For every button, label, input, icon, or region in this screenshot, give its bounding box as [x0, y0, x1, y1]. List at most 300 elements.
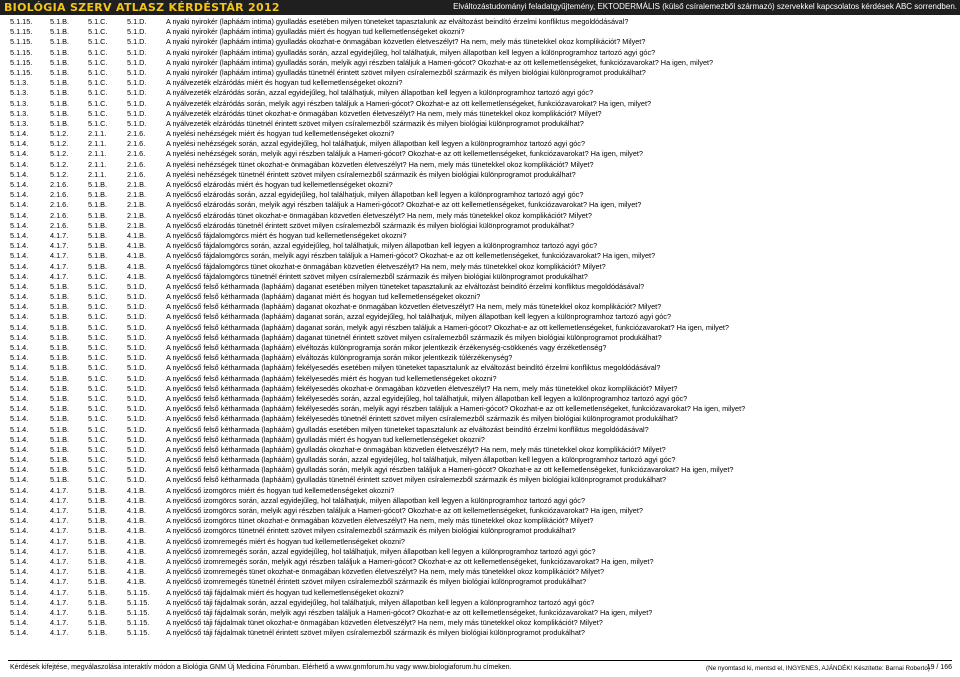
section-code: 5.1.4. [10, 230, 29, 240]
question-row [0, 211, 960, 221]
section-code: 5.1.4. [10, 536, 29, 546]
ref-code-c: 5.1.C. [88, 424, 108, 434]
ref-code-c: 5.1.B. [88, 567, 108, 577]
ref-code-c: 2.1.1. [88, 159, 107, 169]
question-text: A nyelőcső felső kétharmada (lapháám) daganat során, azzal egyidejűleg, hol találhatjuk, milyen állapotban kell legyen a különprogramhoz tartozó agyi góc? [166, 312, 672, 322]
section-code: 5.1.15. [10, 27, 33, 37]
ref-code-b: 2.1.6. [50, 190, 69, 200]
question-row [0, 384, 960, 394]
ref-code-c: 2.1.1. [88, 139, 107, 149]
section-code: 5.1.4. [10, 546, 29, 556]
section-code: 5.1.4. [10, 434, 29, 444]
ref-code-b: 5.1.B. [50, 67, 70, 77]
question-row [0, 465, 960, 475]
question-row [0, 394, 960, 404]
section-code: 5.1.4. [10, 169, 29, 179]
question-row [0, 282, 960, 292]
ref-code-d: 5.1.D. [127, 424, 147, 434]
ref-code-b: 4.1.7. [50, 251, 69, 261]
section-code: 5.1.4. [10, 393, 29, 403]
ref-code-b: 4.1.7. [50, 546, 69, 556]
ref-code-b: 5.1.B. [50, 108, 70, 118]
question-row [0, 58, 960, 68]
question-row [0, 445, 960, 455]
section-code: 5.1.4. [10, 556, 29, 566]
question-text: A nyelőcső izomgörcs során, melyik agyi részben találjuk a Hameri-gócot? Okozhat-e az ott kellemetlenségeket, funkciózavarokat? Ha igen, milyet? [166, 506, 643, 515]
ref-code-b: 4.1.7. [50, 241, 69, 251]
question-text: A nyelőcső fájdalomgörcs során, melyik agyi részben találjuk a Hameri-gócot? Okozhat-e az ott kellemetlenségeket, funkciózavarokat? Ha igen, milyet? [166, 251, 656, 261]
page-number: 19 / 166 [926, 664, 952, 671]
section-code: 5.1.4. [10, 577, 29, 587]
ref-code-d: 4.1.B. [127, 261, 147, 271]
question-text: A nyelési nehézségek során, melyik agyi részben találjuk a Hameri-gócot? Okozhat-e az ott kellemetlenségeket, funkciózavarokat? Ha igen, milyet? [166, 149, 643, 159]
ref-code-c: 5.1.C. [88, 27, 108, 37]
section-code: 5.1.3. [10, 78, 29, 88]
ref-code-d: 4.1.B. [127, 506, 147, 515]
ref-code-d: 5.1.15. [127, 597, 150, 607]
ref-code-c: 5.1.C. [88, 108, 108, 118]
section-code: 5.1.4. [10, 220, 29, 230]
ref-code-b: 2.1.6. [50, 210, 69, 220]
section-code: 5.1.4. [10, 139, 29, 149]
ref-code-b: 5.1.B. [50, 414, 70, 424]
ref-code-b: 2.1.6. [50, 220, 69, 230]
ref-code-c: 5.1.C. [88, 37, 108, 47]
question-row [0, 435, 960, 445]
question-text: A nyelőcső izomremegés során, azzal egyidejűleg, hol találhatjuk, milyen állapotban kell legyen a különprogramhoz tartozó agyi góc? [166, 546, 596, 556]
document-title: BIOLÓGIA SZERV ATLASZ KÉRDÉSTÁR 2012 [4, 1, 280, 14]
ref-code-c: 5.1.C. [88, 271, 108, 281]
ref-code-b: 2.1.6. [50, 180, 69, 189]
ref-code-c: 5.1.C. [88, 434, 108, 444]
ref-code-d: 5.1.D. [127, 98, 147, 108]
ref-code-d: 2.1.6. [127, 159, 146, 169]
question-row [0, 506, 960, 516]
ref-code-b: 5.1.B. [50, 424, 70, 434]
ref-code-c: 5.1.B. [88, 526, 108, 536]
ref-code-d: 5.1.D. [127, 434, 147, 444]
section-code: 5.1.4. [10, 200, 29, 210]
question-row [0, 363, 960, 373]
section-code: 5.1.4. [10, 363, 29, 373]
ref-code-c: 5.1.B. [88, 230, 108, 240]
ref-code-b: 4.1.7. [50, 485, 69, 495]
ref-code-b: 4.1.7. [50, 271, 69, 281]
question-text: A nyelőcső felső kétharmada (lapháám) daganat miért és hogyan tud kellemetlenségeket okozni? [166, 292, 481, 302]
ref-code-b: 5.1.2. [50, 169, 69, 179]
question-row [0, 78, 960, 88]
section-code: 5.1.4. [10, 597, 29, 607]
ref-code-d: 4.1.B. [127, 251, 147, 261]
question-row [0, 312, 960, 322]
ref-code-c: 5.1.C. [88, 292, 108, 302]
question-row [0, 241, 960, 251]
question-row [0, 17, 960, 27]
ref-code-d: 5.1.D. [127, 404, 147, 414]
ref-code-c: 5.1.B. [88, 618, 108, 628]
question-row [0, 200, 960, 210]
question-text: A nyelőcső felső kétharmada (lapháám) gyulladás tünetnél érintett szövet milyen csíralemezből származik és milyen biológiai különprogramot produkálhat? [166, 475, 667, 485]
section-code: 5.1.4. [10, 129, 29, 139]
ref-code-d: 5.1.15. [127, 607, 150, 617]
ref-code-c: 5.1.B. [88, 506, 108, 515]
question-text: A nyelőcső táji fájdalmak miért és hogyan tud kellemetlenségeket okozni? [166, 587, 404, 597]
question-text: A nyelőcső felső kétharmada (lapháám) fekélyesedés esetében milyen tüneteket tapasztalunk az elváltozást beindító érzelmi konfliktus megoldódásával? [166, 363, 661, 373]
question-row [0, 109, 960, 119]
question-text: A nyelőcső felső kétharmada (lapháám) fekélyesedés tünetnél érintett szövet milyen csíralemezből származik és milyen biológiai különprogramot produkálhat? [166, 414, 678, 424]
ref-code-b: 4.1.7. [50, 597, 69, 607]
question-text: A nyelőcső felső kétharmada (lapháám) elvéltozás különprogramja során mikor jelentkezik érzékenység-csökkenés vagy érzéketlenség? [166, 343, 607, 352]
ref-code-b: 5.1.B. [50, 455, 70, 465]
section-code: 5.1.3. [10, 98, 29, 108]
ref-code-d: 2.1.6. [127, 139, 146, 149]
question-row [0, 160, 960, 170]
ref-code-d: 5.1.D. [127, 88, 147, 98]
question-text: A nyelőcső felső kétharmada (lapháám) gyulladás miért és hogyan tud kellemetlenségeket okozni? [166, 434, 485, 444]
ref-code-d: 2.1.6. [127, 129, 146, 139]
question-row [0, 618, 960, 628]
question-row [0, 48, 960, 58]
question-row [0, 516, 960, 526]
question-text: A nyelőcső izomremegés tünet okozhat-e önmagában közvetlen életveszélyt? Ha nem, mely más tünetekkel okoz komplikációt? Milyet? [166, 567, 605, 577]
ref-code-b: 5.1.B. [50, 312, 70, 322]
ref-code-d: 5.1.D. [127, 414, 147, 424]
ref-code-c: 5.1.C. [88, 118, 108, 128]
question-row [0, 37, 960, 47]
question-text: A nyelőcső fájdalomgörcs során, azzal egyidejűleg, hol találhatjuk, milyen állapotban kell legyen a különprogramhoz tartozó agyi góc? [166, 241, 598, 251]
ref-code-b: 4.1.7. [50, 526, 69, 536]
ref-code-d: 5.1.D. [127, 67, 147, 77]
section-code: 5.1.4. [10, 485, 29, 495]
page-header [0, 0, 960, 15]
ref-code-b: 5.1.B. [50, 47, 70, 57]
ref-code-c: 5.1.C. [88, 98, 108, 108]
section-code: 5.1.4. [10, 251, 29, 261]
ref-code-c: 5.1.C. [88, 302, 108, 312]
ref-code-b: 4.1.7. [50, 628, 69, 638]
ref-code-c: 2.1.1. [88, 169, 107, 179]
ref-code-b: 5.1.B. [50, 475, 70, 485]
ref-code-d: 5.1.D. [127, 118, 147, 128]
section-code: 5.1.4. [10, 444, 29, 454]
ref-code-c: 5.1.C. [88, 343, 108, 352]
ref-code-d: 4.1.B. [127, 516, 147, 526]
ref-code-d: 4.1.B. [127, 495, 147, 505]
ref-code-c: 5.1.B. [88, 628, 108, 638]
ref-code-c: 5.1.B. [88, 587, 108, 597]
question-text: A nyelőcső felső kétharmada (lapháám) daganat tünetnél érintett szövet milyen csíralemezből származik és milyen biológiai különprogramot produkálhat? [166, 332, 662, 342]
ref-code-c: 5.1.C. [88, 312, 108, 322]
question-row [0, 496, 960, 506]
question-row [0, 374, 960, 384]
ref-code-b: 5.1.2. [50, 159, 69, 169]
section-code: 5.1.4. [10, 495, 29, 505]
question-row [0, 88, 960, 98]
ref-code-c: 5.1.C. [88, 281, 108, 291]
section-code: 5.1.15. [10, 47, 33, 57]
question-text: A nyelőcső felső kétharmada (lapháám) gyulladás esetében milyen tüneteket tapasztalunk az elváltozást beindító érzelmi konfliktus megoldódásával? [166, 424, 649, 434]
section-code: 5.1.4. [10, 618, 29, 628]
ref-code-b: 5.1.B. [50, 98, 70, 108]
question-text: A nyelőcső felső kétharmada (lapháám) elváltozás különprogramja során mikor jelentkezik túlérzékenység? [166, 353, 513, 363]
ref-code-d: 4.1.B. [127, 536, 147, 546]
ref-code-b: 5.1.B. [50, 281, 70, 291]
ref-code-d: 5.1.D. [127, 455, 147, 465]
question-row [0, 333, 960, 343]
ref-code-d: 5.1.D. [127, 312, 147, 322]
ref-code-b: 5.1.2. [50, 129, 69, 139]
section-code: 5.1.4. [10, 241, 29, 251]
question-row [0, 139, 960, 149]
question-text: A nyaki nyirokér (lapháám intima) gyulladás esetében milyen tüneteket tapasztalunk az elváltozást beindító érzelmi konfliktus megoldódásával? [166, 17, 629, 26]
question-text: A nyálvezeték elzáródás miért és hogyan tud kellemetlenségeket okozni? [166, 78, 403, 88]
ref-code-c: 5.1.B. [88, 200, 108, 210]
question-row [0, 272, 960, 282]
document-subtitle: Elváltozástudományi feladatgyűjtemény, EKTODERMÁLIS (külső csíralemezből származó) szervekkel kapcsolatos kérdések ABC sorrendben. [453, 2, 957, 11]
question-text: A nyelőcső izomremegés tünetnél érintett szövet milyen csíralemezből származik és milyen biológiai különprogramot produkálhat? [166, 577, 587, 587]
question-text: A nyaki nyirokér (lapháám intima) gyulladás miért és hogyan tud kellemetlenségeket okozni? [166, 27, 465, 37]
ref-code-c: 5.1.B. [88, 210, 108, 220]
ref-code-c: 5.1.C. [88, 353, 108, 363]
question-text: A nyelési nehézségek során, azzal egyidejűleg, hol találhatjuk, milyen állapotban kell legyen a különprogramhoz tartozó agyi góc? [166, 139, 586, 149]
question-text: A nyaki nyirokér (lapháám intima) gyulladás során, azzal egyidejűleg, hol találhatjuk, milyen állapotban kell legyen a különprogramhoz tartozó agyi góc? [166, 47, 656, 57]
question-row [0, 190, 960, 200]
question-row [0, 251, 960, 261]
question-row [0, 99, 960, 109]
section-code: 5.1.3. [10, 108, 29, 118]
ref-code-b: 5.1.B. [50, 118, 70, 128]
ref-code-b: 5.1.B. [50, 88, 70, 98]
question-row [0, 343, 960, 353]
section-code: 5.1.4. [10, 465, 29, 475]
ref-code-d: 2.1.B. [127, 180, 147, 189]
section-code: 5.1.4. [10, 302, 29, 312]
ref-code-d: 5.1.D. [127, 302, 147, 312]
footer-forum-note: Kérdések kifejtése, megválaszolása interaktív módon a Biológia GNM Új Medicina Fórumban. Elérhető a www.gnmforum.hu vagy www.biologiaforum.hu címeken. [10, 664, 512, 671]
ref-code-c: 5.1.C. [88, 332, 108, 342]
ref-code-c: 5.1.C. [88, 475, 108, 485]
ref-code-d: 5.1.D. [127, 383, 147, 393]
ref-code-c: 5.1.C. [88, 88, 108, 98]
question-text: A nyelési nehézségek tünetnél érintett szövet milyen csíralemezből származik és milyen biológiai különprogramot produkálhat? [166, 169, 576, 179]
question-text: A nyelőcső elzárodás tünetnél érintett szövet milyen csíralemezből származik és milyen biológiai különprogramot produkálhat? [166, 220, 575, 230]
question-text: A nyelőcső felső kétharmada (lapháám) gyulladás során, azzal egyidejűleg, hol találhatjuk, milyen állapotban kell legyen a különprogramhoz tartozó agyi góc? [166, 455, 676, 465]
question-text: A nyelőcső elzárodás során, azzal egyidejűleg, hol találhatjuk, milyen állapotban kell legyen a különprogramhoz tartozó agyi góc? [166, 190, 584, 200]
ref-code-c: 5.1.C. [88, 465, 108, 475]
section-code: 5.1.3. [10, 88, 29, 98]
section-code: 5.1.4. [10, 271, 29, 281]
ref-code-b: 5.1.B. [50, 27, 70, 37]
ref-code-c: 5.1.B. [88, 251, 108, 261]
question-text: A nyelőcső izomgörcs során, azzal egyidejűleg, hol találhatjuk, milyen állapotban kell legyen a különprogramhoz tartozó agyi góc? [166, 495, 586, 505]
question-text: A nyelőcső izomremegés miért és hogyan tud kellemetlenségeket okozni? [166, 536, 405, 546]
ref-code-d: 4.1.B. [127, 271, 147, 281]
section-code: 5.1.4. [10, 332, 29, 342]
ref-code-b: 5.1.B. [50, 383, 70, 393]
ref-code-c: 5.1.B. [88, 577, 108, 587]
section-code: 5.1.4. [10, 292, 29, 302]
section-code: 5.1.4. [10, 373, 29, 383]
ref-code-c: 5.1.B. [88, 516, 108, 526]
footer-credit: (Ne nyomtasd ki, mentsd el, INGYENES, AJÁNDÉK! Készítette: Barnai Roberto) [706, 665, 930, 672]
question-text: A nyelőcső felső kétharmada (lapháám) fekélyesedés során, azzal egyidejűleg, hol találhatjuk, milyen állapotban kell legyen a különprogramhoz tartozó agyi góc? [166, 393, 688, 403]
question-text: A nyelési nehézségek miért és hogyan tud kellemetlenségeket okozni? [166, 129, 395, 139]
question-text: A nyelőcső felső kétharmada (lapháám) gyulladás okozhat-e önmagában közvetlen életveszélyt? Ha nem, mely más tünetekkel okoz komplikációt? Milyet? [166, 444, 666, 454]
section-code: 5.1.4. [10, 180, 29, 189]
ref-code-d: 5.1.D. [127, 363, 147, 373]
section-code: 5.1.4. [10, 628, 29, 638]
ref-code-b: 4.1.7. [50, 536, 69, 546]
question-text: A nyelőcső felső kétharmada (lapháám) fekélyesedés során, melyik agyi részben találjuk a Hameri-gócot? Okozhat-e az ott kellemetlenségeket, funkciózavarokat? Ha igen, milyet? [166, 404, 746, 414]
ref-code-d: 2.1.B. [127, 210, 147, 220]
ref-code-c: 5.1.B. [88, 220, 108, 230]
question-row [0, 323, 960, 333]
ref-code-d: 2.1.6. [127, 149, 146, 159]
question-row [0, 547, 960, 557]
section-code: 5.1.4. [10, 281, 29, 291]
ref-code-b: 5.1.B. [50, 363, 70, 373]
ref-code-d: 5.1.D. [127, 47, 147, 57]
section-code: 5.1.4. [10, 455, 29, 465]
ref-code-b: 4.1.7. [50, 618, 69, 628]
ref-code-d: 5.1.15. [127, 628, 150, 638]
ref-code-d: 2.1.6. [127, 169, 146, 179]
question-row [0, 598, 960, 608]
question-row [0, 292, 960, 302]
ref-code-c: 5.1.B. [88, 546, 108, 556]
ref-code-d: 4.1.B. [127, 485, 147, 495]
question-text: A nyelőcső táji fájdalmak során, azzal egyidejűleg, hol találhatjuk, milyen állapotban kell legyen a különprogramhoz tartozó agyi góc? [166, 597, 595, 607]
question-row [0, 608, 960, 618]
question-text: A nyelőcső felső kétharmada (lapháám) fekélyesedés miért és hogyan tud kellemetlenségeket okozni? [166, 373, 497, 383]
ref-code-d: 5.1.D. [127, 78, 147, 88]
ref-code-c: 2.1.1. [88, 149, 107, 159]
section-code: 5.1.4. [10, 506, 29, 515]
question-row [0, 119, 960, 129]
section-code: 5.1.4. [10, 312, 29, 322]
ref-code-c: 5.1.C. [88, 444, 108, 454]
ref-code-c: 5.1.B. [88, 485, 108, 495]
question-text: A nyaki nyirokér (lapháám intima) gyulladás okozhat-e önmagában közvetlen életveszélyt? Ha nem, mely más tünetekkel okoz komplikációt? Milyet? [166, 37, 646, 47]
section-code: 5.1.4. [10, 414, 29, 424]
ref-code-c: 5.1.C. [88, 322, 108, 332]
question-row [0, 129, 960, 139]
ref-code-d: 5.1.D. [127, 343, 147, 352]
section-code: 5.1.4. [10, 261, 29, 271]
ref-code-c: 5.1.C. [88, 363, 108, 373]
ref-code-d: 4.1.B. [127, 241, 147, 251]
ref-code-d: 5.1.D. [127, 332, 147, 342]
section-code: 5.1.4. [10, 587, 29, 597]
question-text: A nyelőcső táji fájdalmak során, melyik agyi részben találjuk a Hameri-gócot? Okozhat-e az ott kellemetlenségeket, funkciózavarokat? Ha igen, milyet? [166, 607, 653, 617]
question-row [0, 68, 960, 78]
ref-code-b: 5.1.B. [50, 404, 70, 414]
ref-code-d: 5.1.D. [127, 281, 147, 291]
question-row [0, 486, 960, 496]
ref-code-c: 5.1.B. [88, 607, 108, 617]
question-row [0, 588, 960, 598]
ref-code-b: 5.1.B. [50, 322, 70, 332]
ref-code-c: 5.1.B. [88, 241, 108, 251]
question-row [0, 455, 960, 465]
question-row [0, 27, 960, 37]
footer-divider [8, 660, 952, 661]
question-row [0, 231, 960, 241]
section-code: 5.1.4. [10, 343, 29, 352]
ref-code-d: 5.1.D. [127, 108, 147, 118]
ref-code-d: 5.1.D. [127, 444, 147, 454]
question-row [0, 180, 960, 190]
section-code: 5.1.4. [10, 159, 29, 169]
ref-code-c: 5.1.B. [88, 495, 108, 505]
ref-code-b: 5.1.B. [50, 78, 70, 88]
ref-code-b: 4.1.7. [50, 567, 69, 577]
ref-code-b: 5.1.B. [50, 37, 70, 47]
question-row [0, 577, 960, 587]
question-row [0, 149, 960, 159]
section-code: 5.1.4. [10, 526, 29, 536]
ref-code-c: 5.1.C. [88, 57, 108, 67]
question-text: A nyelőcső felső kétharmada (lapháám) daganat során, melyik agyi részben találjuk a Hameri-gócot? Okozhat-e az ott kellemetlenségeket, funkciózavarokat? Ha igen, milyet? [166, 322, 729, 332]
ref-code-b: 4.1.7. [50, 577, 69, 587]
question-text: A nyelőcső izomgörcs tünetnél érintett szövet milyen csíralemezből származik és milyen biológiai különprogramot produkálhat? [166, 526, 576, 536]
ref-code-b: 4.1.7. [50, 556, 69, 566]
ref-code-c: 5.1.C. [88, 455, 108, 465]
question-row [0, 425, 960, 435]
ref-code-d: 5.1.D. [127, 17, 147, 26]
section-code: 5.1.15. [10, 57, 33, 67]
ref-code-d: 5.1.15. [127, 618, 150, 628]
ref-code-c: 5.1.C. [88, 373, 108, 383]
ref-code-d: 4.1.B. [127, 546, 147, 556]
ref-code-c: 5.1.C. [88, 414, 108, 424]
ref-code-b: 5.1.2. [50, 139, 69, 149]
ref-code-c: 5.1.B. [88, 190, 108, 200]
ref-code-b: 4.1.7. [50, 495, 69, 505]
ref-code-d: 5.1.D. [127, 57, 147, 67]
ref-code-c: 5.1.C. [88, 67, 108, 77]
ref-code-d: 2.1.B. [127, 220, 147, 230]
question-text: A nyelőcső felső kétharmada (lapháám) gyulladás során, melyik agyi részben találjuk a Hameri-gócot? Okozhat-e az ott kellemetlenségeket, funkciózavarokat? Ha igen, milyet? [166, 465, 734, 475]
question-row [0, 628, 960, 638]
ref-code-c: 5.1.B. [88, 597, 108, 607]
question-text: A nyelőcső fájdalomgörcs tünet okozhat-e önmagában közvetlen életveszélyt? Ha nem, mely más tünetekkel okoz komplikációt? Milyet? [166, 261, 606, 271]
ref-code-d: 4.1.B. [127, 526, 147, 536]
ref-code-b: 5.1.B. [50, 17, 70, 26]
ref-code-b: 5.1.2. [50, 149, 69, 159]
question-text: A nyálvezeték elzáródás tünet okozhat-e önmagában közvetlen életveszélyt? Ha nem, mely más tünetekkel okoz komplikációt? Milyet? [166, 108, 602, 118]
ref-code-d: 2.1.B. [127, 200, 147, 210]
ref-code-c: 5.1.B. [88, 556, 108, 566]
ref-code-c: 5.1.B. [88, 261, 108, 271]
ref-code-c: 5.1.C. [88, 393, 108, 403]
ref-code-d: 4.1.B. [127, 556, 147, 566]
question-row [0, 537, 960, 547]
question-text: A nyelőcső fájdalomgörcs tünetnél érintett szövet milyen csíralemezből származik és milyen biológiai különprogramot produkálhat? [166, 271, 588, 281]
ref-code-b: 5.1.B. [50, 353, 70, 363]
ref-code-c: 5.1.C. [88, 78, 108, 88]
question-text: A nyelőcső felső kétharmada (lapháám) fekélyesedés okozhat-e önmagában közvetlen életveszélyt? Ha nem, mely más tünetekkel okoz komplikációt? Milyet? [166, 383, 678, 393]
ref-code-c: 5.1.B. [88, 536, 108, 546]
question-text: A nyelőcső elzárodás során, melyik agyi részben találjuk a Hameri-gócot? Okozhat-e az ott kellemetlenségeket, funkciózavarokat? Ha igen, milyet? [166, 200, 642, 210]
section-code: 5.1.4. [10, 475, 29, 485]
question-text: A nyaki nyirokér (lapháám intima) gyulladás tünetnél érintett szövet milyen csíralemezből származik és milyen biológiai különprogramot produkálhat? [166, 67, 646, 77]
ref-code-d: 5.1.D. [127, 465, 147, 475]
ref-code-c: 5.1.C. [88, 383, 108, 393]
section-code: 5.1.4. [10, 210, 29, 220]
section-code: 5.1.4. [10, 607, 29, 617]
ref-code-b: 5.1.B. [50, 434, 70, 444]
